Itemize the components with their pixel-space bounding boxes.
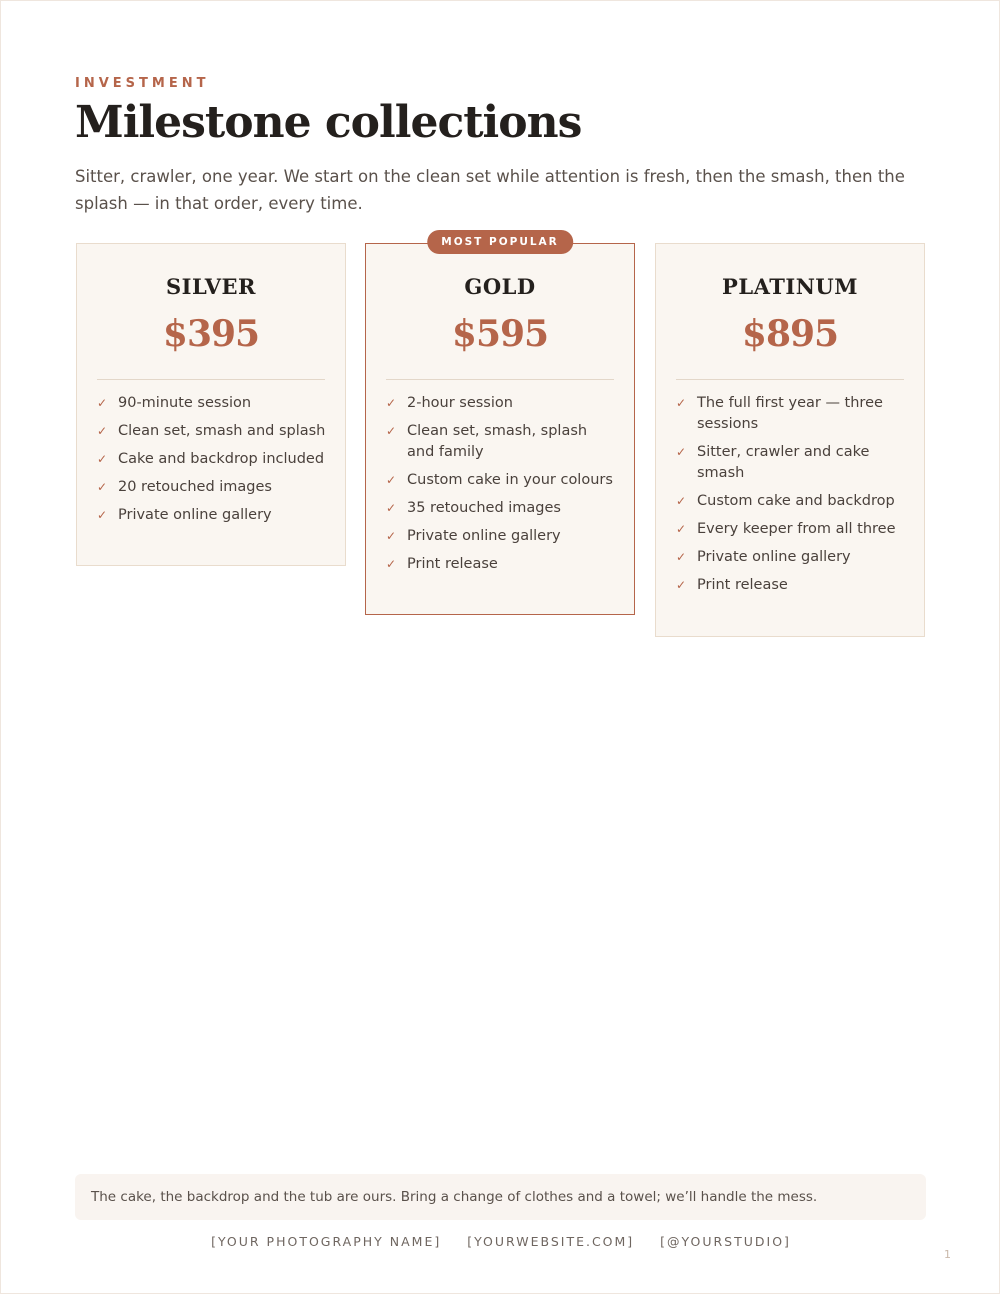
page-title: Milestone collections <box>75 97 582 148</box>
check-icon: ✓ <box>386 557 397 571</box>
feature-text: 90-minute session <box>118 395 252 411</box>
footer <box>1 1234 1000 1249</box>
feature-text: Every keeper from all three <box>697 521 896 537</box>
check-icon: ✓ <box>386 424 397 438</box>
check-icon: ✓ <box>676 578 687 592</box>
feature-text: 35 retouched images <box>407 500 561 516</box>
feature-item <box>97 477 327 498</box>
feature-item <box>676 575 906 596</box>
tier-name: PLATINUM <box>722 274 858 299</box>
check-icon: ✓ <box>676 445 687 459</box>
feature-item <box>386 470 616 491</box>
feature-item <box>676 393 906 435</box>
feature-text: 20 retouched images <box>118 479 272 495</box>
info-note: The cake, the backdrop and the tub are ours. Bring a change of clothes and a towel; we’ll handle the mess. <box>75 1174 926 1220</box>
feature-text: Print release <box>407 556 498 572</box>
feature-text: Cake and backdrop included <box>118 451 325 467</box>
feature-item <box>386 498 616 519</box>
check-icon: ✓ <box>97 508 108 522</box>
pricing-card-silver <box>76 243 346 566</box>
feature-item <box>386 421 616 463</box>
tier-name: SILVER <box>165 274 256 299</box>
feature-text: Private online gallery <box>407 528 561 544</box>
feature-text: Sitter, crawler and cake smash <box>697 444 870 481</box>
feature-item <box>386 526 616 547</box>
tier-price: $395 <box>162 313 260 355</box>
card-divider <box>676 379 904 380</box>
check-icon: ✓ <box>386 529 397 543</box>
tier-price: $595 <box>451 313 549 355</box>
check-icon: ✓ <box>97 452 108 466</box>
feature-item <box>386 393 616 414</box>
tier-name: GOLD <box>464 274 536 299</box>
feature-item <box>97 393 327 414</box>
feature-text: Print release <box>697 577 788 593</box>
footer-handle: [@YOURSTUDIO] <box>660 1234 791 1249</box>
check-icon: ✓ <box>97 424 108 438</box>
section-eyebrow: INVESTMENT <box>75 76 210 91</box>
footer-studio-name: [YOUR PHOTOGRAPHY NAME] <box>211 1234 442 1249</box>
feature-item <box>97 449 327 470</box>
feature-text: Private online gallery <box>118 507 272 523</box>
feature-list <box>366 393 634 602</box>
feature-item <box>676 519 906 540</box>
feature-item <box>386 554 616 575</box>
check-icon: ✓ <box>386 501 397 515</box>
feature-item <box>97 421 327 442</box>
feature-text: Custom cake and backdrop <box>697 493 895 509</box>
check-icon: ✓ <box>386 473 397 487</box>
check-icon: ✓ <box>97 396 108 410</box>
most-popular-badge: MOST POPULAR <box>427 230 573 254</box>
feature-text: Private online gallery <box>697 549 851 565</box>
check-icon: ✓ <box>386 396 397 410</box>
feature-text: 2-hour session <box>407 395 513 411</box>
card-divider <box>97 379 325 380</box>
pricing-card-gold <box>365 236 635 615</box>
card-divider <box>386 379 614 380</box>
check-icon: ✓ <box>97 480 108 494</box>
feature-item <box>97 505 327 526</box>
intro-paragraph: Sitter, crawler, one year. We start on the clean set while attention is fresh, then the smash, then the splash — in that order, every time. <box>75 167 905 213</box>
check-icon: ✓ <box>676 396 687 410</box>
pricing-card-platinum <box>655 243 925 637</box>
feature-item <box>676 442 906 484</box>
feature-list <box>656 393 924 623</box>
feature-item <box>676 547 906 568</box>
feature-text: Clean set, smash, splash and family <box>407 423 588 460</box>
feature-text: The full first year — three sessions <box>697 395 883 432</box>
feature-item <box>676 491 906 512</box>
check-icon: ✓ <box>676 550 687 564</box>
tier-price: $895 <box>741 313 839 355</box>
feature-list <box>77 393 345 553</box>
check-icon: ✓ <box>676 522 687 536</box>
footer-website: [YOURWEBSITE.COM] <box>467 1234 635 1249</box>
check-icon: ✓ <box>676 494 687 508</box>
page-number: 1 <box>944 1248 951 1261</box>
feature-text: Clean set, smash and splash <box>118 423 326 439</box>
feature-text: Custom cake in your colours <box>407 472 613 488</box>
